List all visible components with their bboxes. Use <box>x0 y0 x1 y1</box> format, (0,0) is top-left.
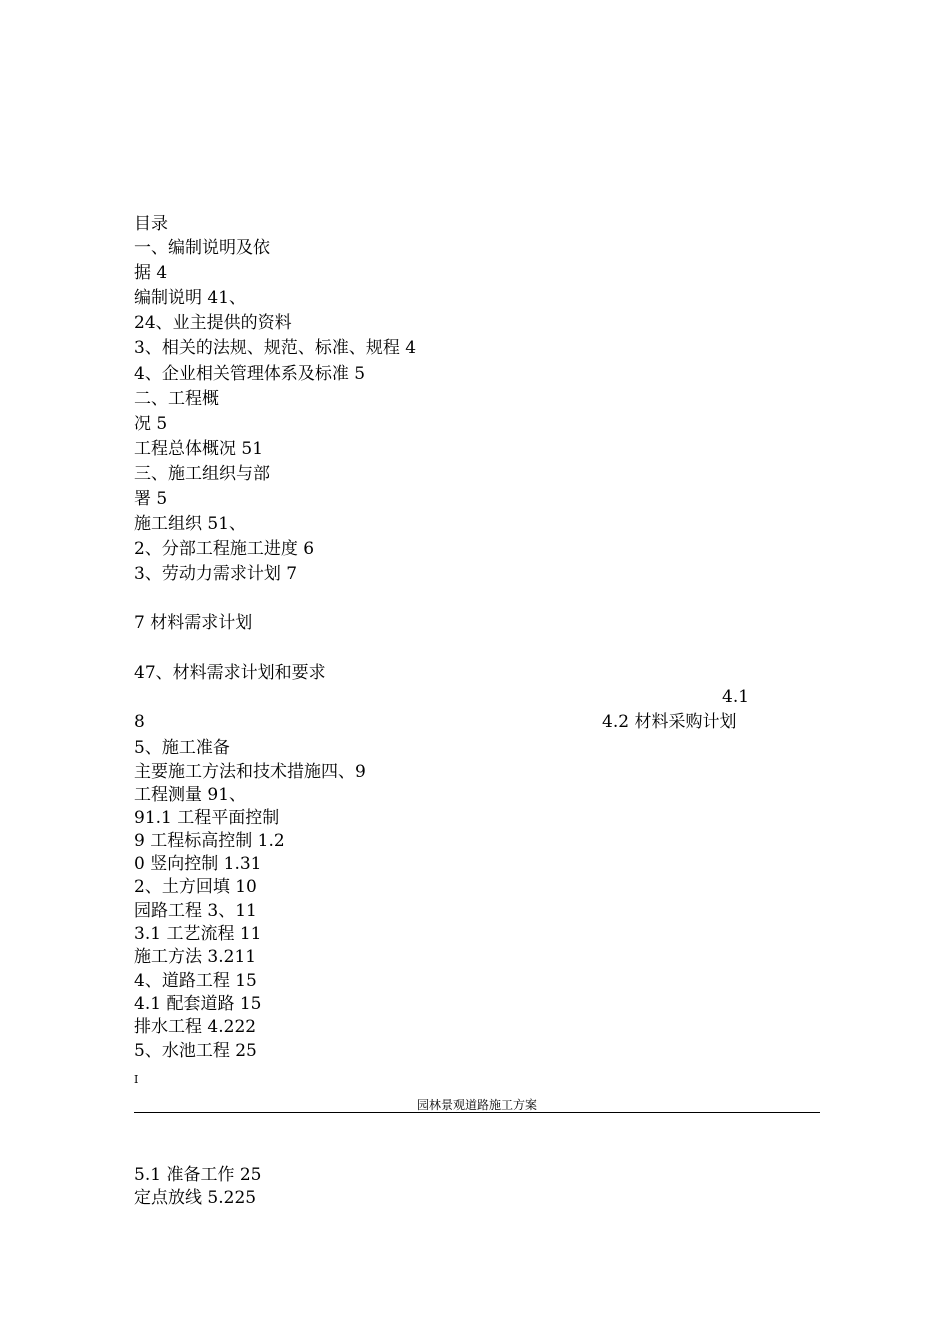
toc-line: 二、工程概 <box>134 389 219 409</box>
toc-line: 3、劳动力需求计划 7 <box>134 564 298 584</box>
toc-line: 三、施工组织与部 <box>134 464 270 484</box>
toc-line: 定点放线 5.225 <box>134 1188 257 1208</box>
toc-line: 署 5 <box>134 489 168 509</box>
toc-line: 3.1 工艺流程 11 <box>134 924 262 944</box>
toc-line: 施工方法 3.211 <box>134 947 257 967</box>
toc-line: 5、水池工程 25 <box>134 1041 257 1061</box>
toc-page-number: 8 <box>134 712 145 732</box>
toc-line: 5.1 准备工作 25 <box>134 1165 262 1185</box>
toc-line: 0 竖向控制 1.31 <box>134 854 262 874</box>
toc-line: 4、道路工程 15 <box>134 971 257 991</box>
toc-line: 91.1 工程平面控制 <box>134 808 280 828</box>
toc-line: 况 5 <box>134 414 168 434</box>
toc-line: 编制说明 41、 <box>134 288 247 308</box>
toc-line: 一、编制说明及依 <box>134 238 270 258</box>
toc-line: 排水工程 4.222 <box>134 1017 257 1037</box>
toc-line: 主要施工方法和技术措施四、9 <box>134 762 366 782</box>
toc-line: 2、土方回填 10 <box>134 877 257 897</box>
toc-line: 工程总体概况 51 <box>134 439 264 459</box>
toc-line: 施工组织 51、 <box>134 514 247 534</box>
toc-line: 9 工程标高控制 1.2 <box>134 831 285 851</box>
toc-line-material-plan: 7 材料需求计划 <box>134 613 253 633</box>
toc-line: 园路工程 3、11 <box>134 901 257 921</box>
toc-line: 据 4 <box>134 263 168 283</box>
toc-number-4-1: 4.1 <box>722 687 750 707</box>
toc-line: 4、企业相关管理体系及标准 5 <box>134 364 366 384</box>
toc-line: 24、业主提供的资料 <box>134 313 292 333</box>
toc-line: 3、相关的法规、规范、标准、规程 4 <box>134 338 417 358</box>
footer-divider <box>134 1112 820 1113</box>
toc-line: 4.1 配套道路 15 <box>134 994 262 1014</box>
page-number-mark: I <box>134 1073 139 1086</box>
toc-line-material-requirements: 47、材料需求计划和要求 <box>134 663 326 683</box>
toc-line: 工程测量 91、 <box>134 785 247 805</box>
toc-line: 5、施工准备 <box>134 738 230 758</box>
toc-line: 2、分部工程施工进度 6 <box>134 539 315 559</box>
toc-title: 目录 <box>134 214 168 234</box>
toc-line-procurement-plan: 4.2 材料采购计划 <box>602 712 737 732</box>
footer-title: 园林景观道路施工方案 <box>416 1098 537 1112</box>
